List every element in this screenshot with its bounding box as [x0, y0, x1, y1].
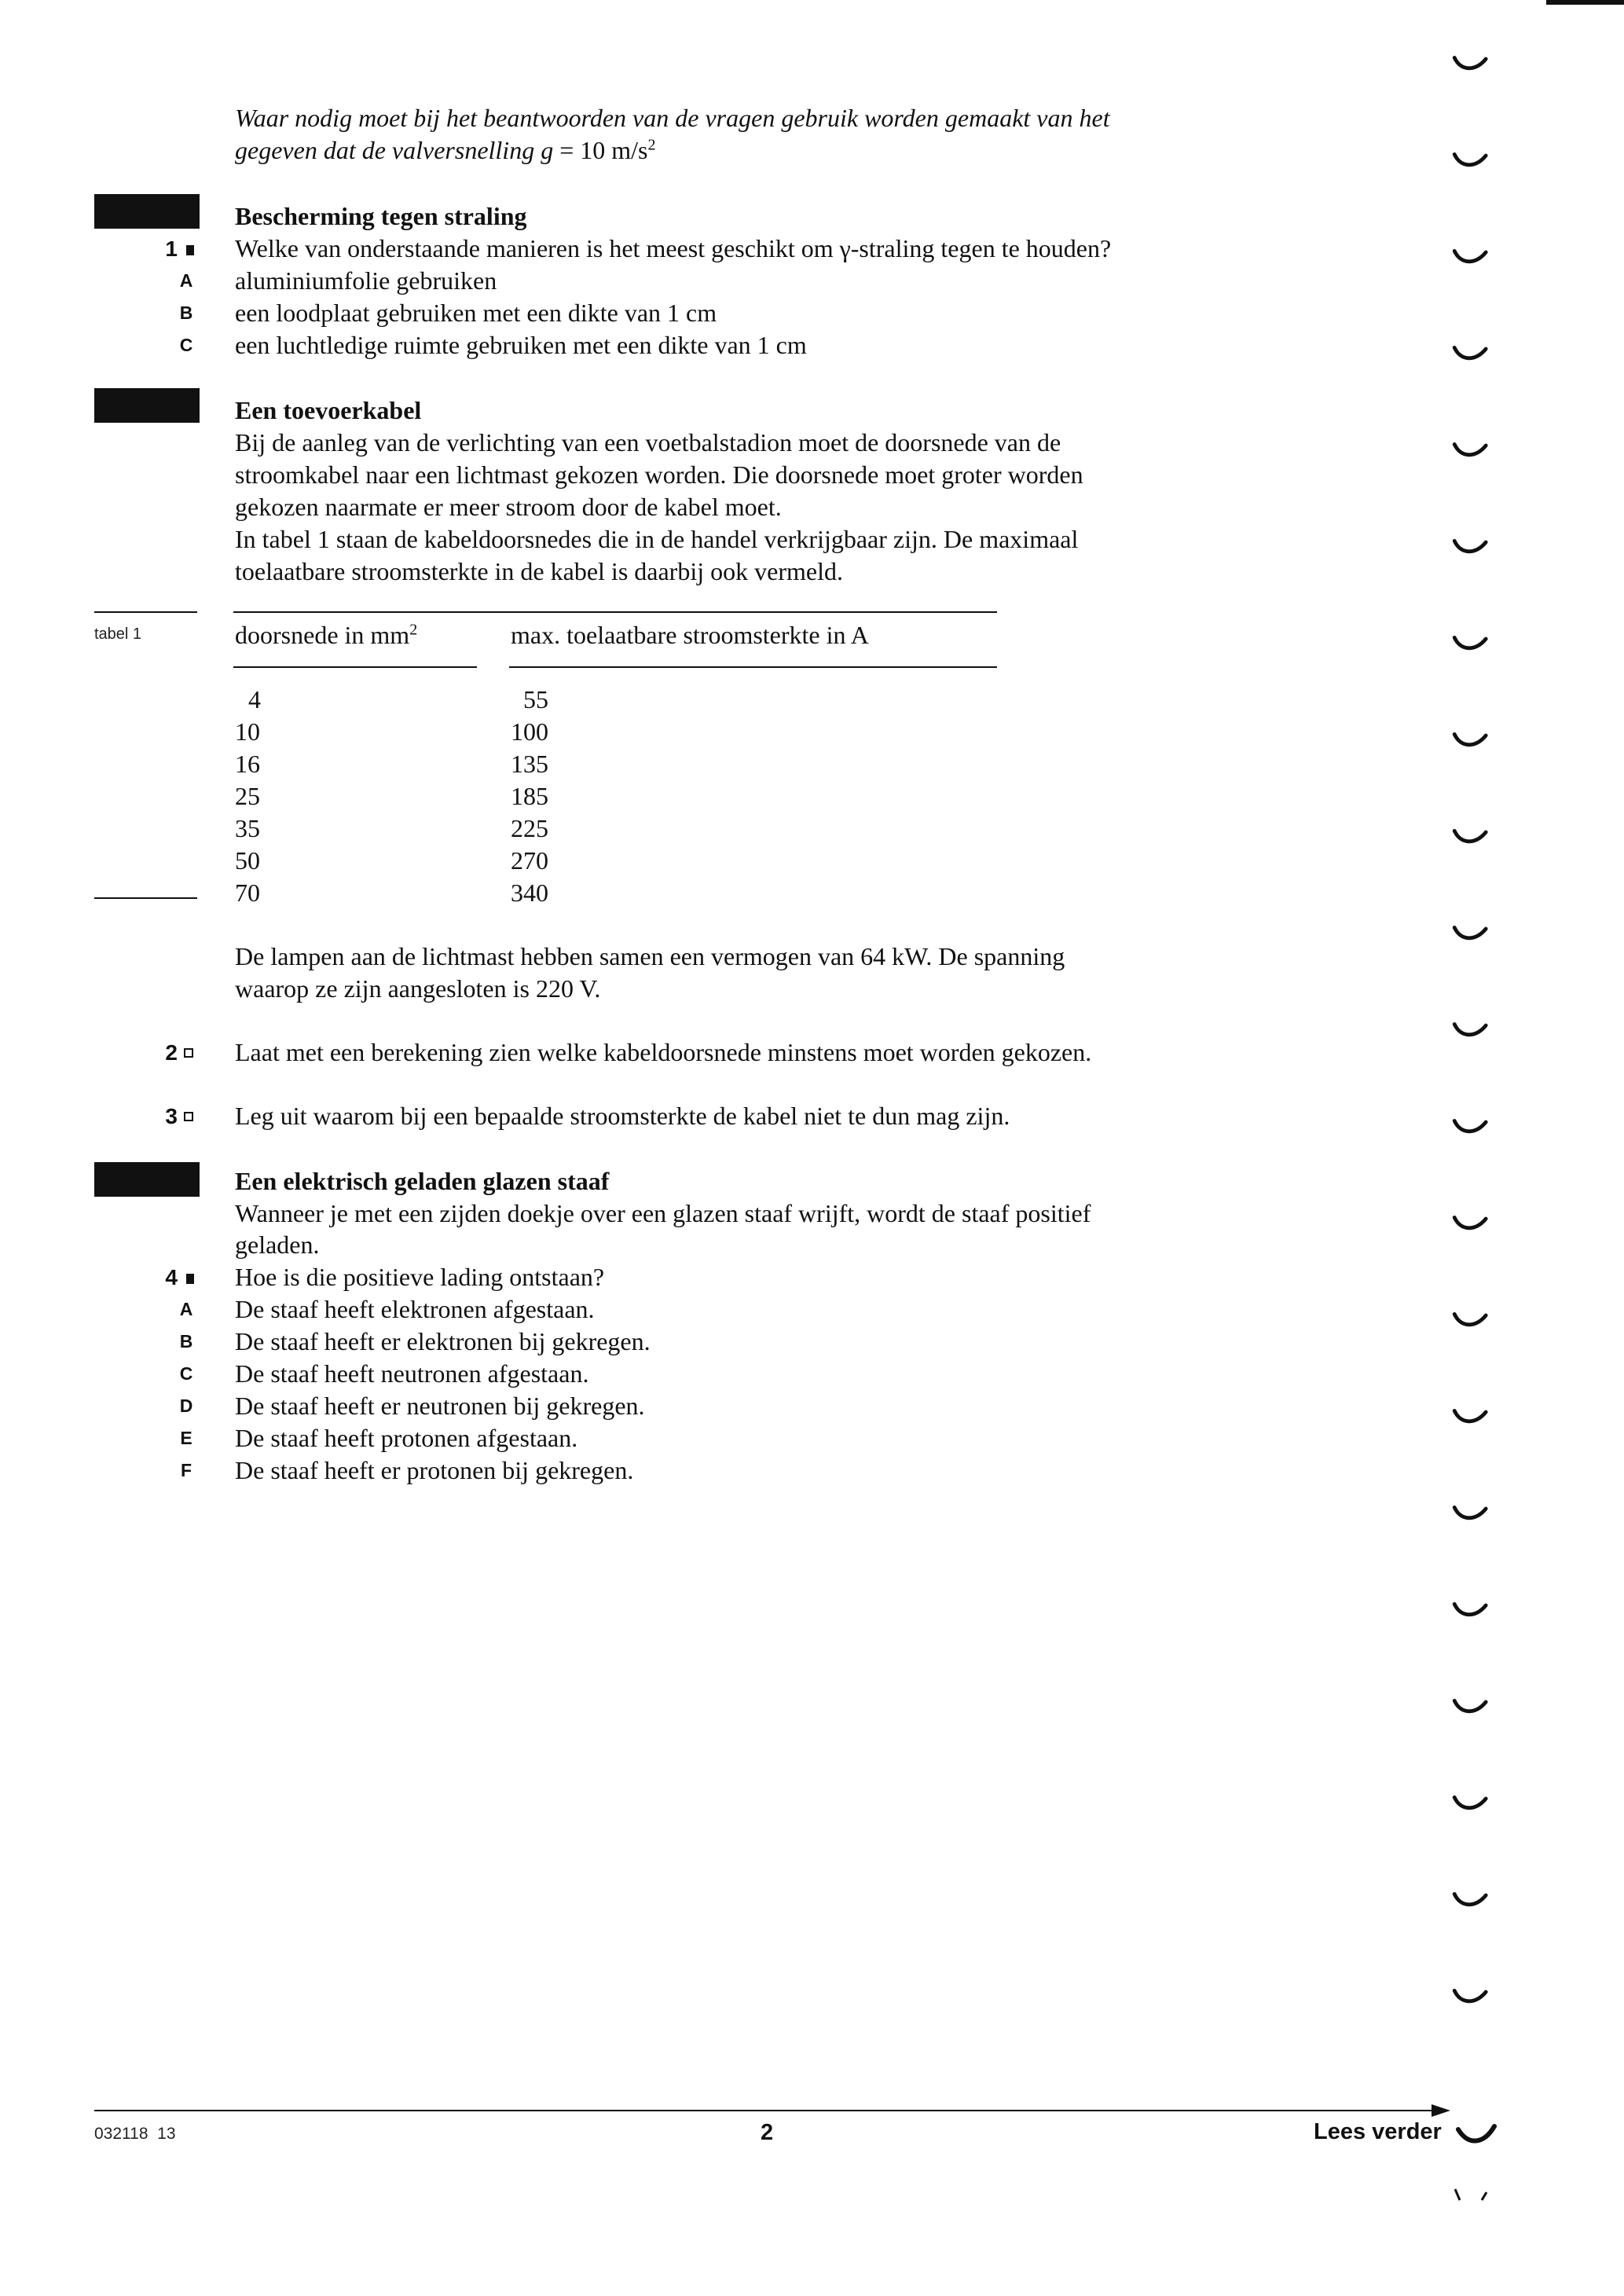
footer-curl-icon — [1455, 2122, 1499, 2150]
table-top-rule — [233, 611, 997, 613]
question-3-open-square-icon — [184, 1112, 193, 1121]
binding-curl-icon — [1452, 825, 1490, 852]
section-marker-2 — [94, 388, 200, 423]
table-header-stroomsterkte: max. toelaatbare stroomsterkte in A — [511, 621, 869, 649]
question-4-option-a-letter: A — [179, 1299, 193, 1319]
intro-g-var: g — [541, 136, 554, 164]
table-header-doorsnede — [235, 619, 417, 651]
question-4-option-d-text: De staaf heeft er neutronen bij gekregen. — [235, 1392, 645, 1420]
binding-curl-icon — [1452, 535, 1490, 562]
question-1-option-c-text: een luchtledige ruimte gebruiken met een dikte van 1 cm — [235, 331, 807, 359]
footer-code: 032118 13 — [94, 2125, 176, 2143]
question-4-option-d-letter: D — [179, 1396, 193, 1416]
section-marker-3 — [94, 1162, 200, 1197]
intro-line-2-mid: = 10 m/s — [553, 136, 648, 164]
question-4-option-b-letter: B — [179, 1331, 193, 1352]
corner-mark — [1546, 0, 1624, 5]
table-header-doorsnede-sup: 2 — [409, 621, 418, 639]
binding-curl-icon — [1452, 1308, 1490, 1335]
question-4-option-a-text: De staaf heeft elektronen afgestaan. — [235, 1295, 595, 1323]
binding-curl-icon — [1452, 632, 1490, 658]
table-cell-stroomsterkte: 55 — [523, 685, 548, 713]
binding-curl-icon — [1452, 922, 1490, 948]
section-2-title: Een toevoerkabel — [235, 396, 422, 424]
table-cell-doorsnede: 50 — [235, 846, 260, 875]
section-2-paragraph-line-4: In tabel 1 staan de kabeldoorsnedes die in de handel verkrijgbaar zijn. De maximaal — [235, 525, 1079, 553]
question-4-option-e-text: De staaf heeft protonen afgestaan. — [235, 1424, 578, 1452]
question-3-text: Leg uit waarom bij een bepaalde stroomsterkte de kabel niet te dun mag zijn. — [235, 1102, 1010, 1130]
table-cell-doorsnede: 70 — [235, 878, 260, 907]
binding-curl-icon — [1452, 1115, 1490, 1142]
section-2-paragraph-line-5: toelaatbare stroomsterkte in de kabel is daarbij ook vermeld. — [235, 557, 843, 585]
binding-curl-icon — [1452, 1212, 1490, 1238]
binding-curl-icon — [1452, 342, 1490, 369]
question-1-option-a-letter: A — [179, 270, 193, 291]
binding-curl-icon — [1452, 1985, 1490, 2012]
question-1-option-b-letter: B — [179, 303, 193, 323]
table-cell-stroomsterkte: 225 — [511, 814, 548, 842]
section-3-paragraph-line-1: Wanneer je met een zijden doekje over een glazen staaf wrijft, wordt de staaf positief — [235, 1199, 1091, 1227]
binding-curl-icon — [1452, 1502, 1490, 1528]
footer-tick-marks-icon — [1450, 2186, 1498, 2208]
binding-curl-icon — [1452, 245, 1490, 272]
question-4-option-c-letter: C — [179, 1363, 193, 1384]
binding-curl-icon — [1452, 728, 1490, 755]
question-2-text: Laat met een berekening zien welke kabeldoorsnede minstens moet worden gekozen. — [235, 1038, 1092, 1066]
table-cell-doorsnede: 25 — [235, 782, 260, 810]
question-4-option-e-letter: E — [180, 1428, 192, 1448]
intro-line-2-sup: 2 — [647, 136, 656, 154]
binding-curl-icon — [1452, 1598, 1490, 1625]
section-marker-1 — [94, 194, 200, 229]
question-4-option-c-text: De staaf heeft neutronen afgestaan. — [235, 1359, 589, 1388]
binding-curl-icon — [1452, 438, 1490, 465]
after-table-line-1: De lampen aan de lichtmast hebben samen een vermogen van 64 kW. De spanning — [235, 942, 1065, 970]
question-1-option-b-text: een loodplaat gebruiken met een dikte van 1 cm — [235, 299, 717, 327]
after-table-line-2: waarop ze zijn aangesloten is 220 V. — [235, 974, 601, 1003]
intro-line-2-prefix: gegeven dat de valversnelling — [235, 136, 541, 164]
question-3-number: 3 — [165, 1104, 178, 1128]
question-4-number: 4 — [165, 1265, 178, 1289]
question-1-filled-square-icon — [186, 245, 194, 255]
table-cell-stroomsterkte: 270 — [511, 846, 548, 875]
binding-curl-icon — [1452, 1888, 1490, 1915]
section-2-paragraph-line-2: stroomkabel naar een lichtmast gekozen worden. Die doorsnede moet groter worden — [235, 460, 1083, 489]
table-cell-doorsnede: 4 — [248, 685, 261, 713]
question-4-option-f-letter: F — [180, 1460, 192, 1480]
section-2-paragraph-line-1: Bij de aanleg van de verlichting van een voetbalstadion moet de doorsnede van de — [235, 428, 1061, 457]
binding-curl-icon — [1452, 1792, 1490, 1818]
page-number: 2 — [761, 2120, 774, 2145]
table-cell-stroomsterkte: 185 — [511, 782, 548, 810]
binding-curl-icon — [1452, 149, 1490, 175]
arrow-right-icon — [1432, 2102, 1454, 2119]
question-2-number: 2 — [165, 1040, 178, 1065]
question-1-option-c-letter: C — [179, 335, 193, 355]
binding-curl-icon — [1452, 1405, 1490, 1432]
intro-line-2 — [235, 134, 655, 167]
table-cell-stroomsterkte: 100 — [511, 717, 548, 746]
table-header-rule-col1 — [233, 666, 477, 668]
question-1-number: 1 — [165, 237, 178, 261]
section-3-title: Een elektrisch geladen glazen staaf — [235, 1167, 610, 1195]
table-cell-stroomsterkte: 135 — [511, 750, 548, 778]
table-label-bottom-rule — [94, 897, 197, 899]
question-1-option-a-text: aluminiumfolie gebruiken — [235, 266, 497, 295]
question-4-filled-square-icon — [186, 1274, 194, 1284]
footer-rule — [94, 2110, 1438, 2111]
section-3-paragraph-line-2: geladen. — [235, 1231, 320, 1259]
question-2-open-square-icon — [184, 1048, 193, 1058]
question-1-text: Welke van onderstaande manieren is het meest geschikt om γ-straling tegen te houden? — [235, 234, 1112, 262]
section-1-title: Bescherming tegen straling — [235, 202, 527, 230]
question-4-text: Hoe is die positieve lading ontstaan? — [235, 1263, 605, 1291]
table-cell-doorsnede: 35 — [235, 814, 260, 842]
table-header-doorsnede-text: doorsnede in mm — [235, 621, 410, 649]
section-2-paragraph-line-3: gekozen naarmate er meer stroom door de kabel moet. — [235, 493, 782, 521]
table-cell-doorsnede: 16 — [235, 750, 260, 778]
question-4-option-f-text: De staaf heeft er protonen bij gekregen. — [235, 1456, 634, 1484]
binding-curl-icon — [1452, 1695, 1490, 1722]
table-label-top-rule — [94, 611, 197, 613]
binding-curl-icon — [1452, 1018, 1490, 1045]
question-4-option-b-text: De staaf heeft er elektronen bij gekregen. — [235, 1327, 651, 1355]
table-header-rule-col2 — [509, 666, 997, 668]
intro-line-1: Waar nodig moet bij het beantwoorden van de vragen gebruik worden gemaakt van het — [235, 104, 1110, 132]
table-cell-stroomsterkte: 340 — [511, 878, 548, 907]
continue-label: Lees verder — [1314, 2119, 1442, 2144]
table-cell-doorsnede: 10 — [235, 717, 260, 746]
table-label: tabel 1 — [94, 625, 142, 643]
binding-curl-icon — [1452, 52, 1490, 79]
